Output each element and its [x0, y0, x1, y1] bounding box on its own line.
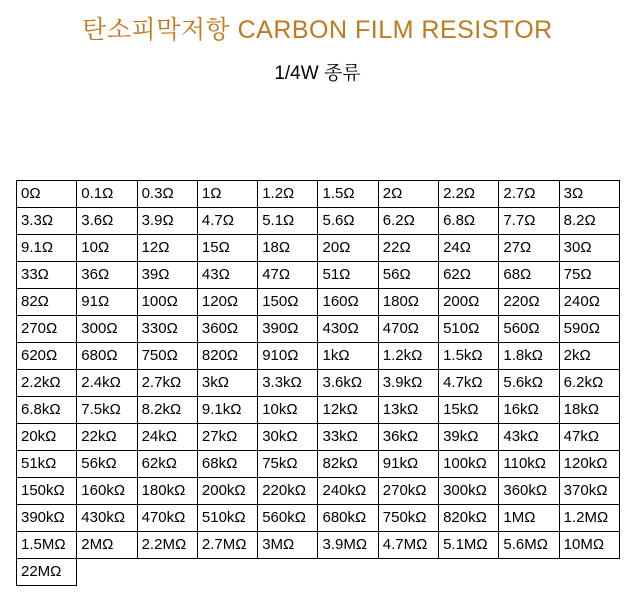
resistor-value-table-container	[16, 180, 620, 586]
resistor-value-cell: 5.6MΩ	[499, 532, 559, 559]
empty-cell	[439, 559, 499, 586]
resistor-value-cell: 43kΩ	[499, 424, 559, 451]
resistor-value-cell: 1.2kΩ	[378, 343, 438, 370]
resistor-value-cell: 5.1MΩ	[439, 532, 499, 559]
resistor-value-cell: 300Ω	[77, 316, 137, 343]
resistor-value-cell: 910Ω	[258, 343, 318, 370]
resistor-value-cell: 2.7kΩ	[137, 370, 197, 397]
resistor-value-cell: 820kΩ	[439, 505, 499, 532]
resistor-value-cell: 22kΩ	[77, 424, 137, 451]
resistor-value-cell: 24Ω	[439, 235, 499, 262]
empty-cell	[197, 559, 257, 586]
resistor-value-cell: 120Ω	[197, 289, 257, 316]
resistor-value-cell: 18kΩ	[559, 397, 619, 424]
page-title: 탄소피막저항 CARBON FILM RESISTOR	[82, 16, 553, 44]
resistor-value-cell: 30kΩ	[258, 424, 318, 451]
resistor-value-cell: 6.8Ω	[439, 208, 499, 235]
resistor-value-cell: 16kΩ	[499, 397, 559, 424]
resistor-value-cell: 1.5MΩ	[17, 532, 77, 559]
resistor-value-cell: 3.3Ω	[17, 208, 77, 235]
resistor-value-cell: 3.9kΩ	[378, 370, 438, 397]
empty-cell	[318, 559, 378, 586]
resistor-value-cell: 1.5Ω	[318, 181, 378, 208]
resistor-value-cell: 150Ω	[258, 289, 318, 316]
resistor-value-cell: 180Ω	[378, 289, 438, 316]
table-body	[17, 181, 620, 586]
table-row	[17, 532, 620, 559]
empty-cell	[378, 559, 438, 586]
table-row	[17, 235, 620, 262]
resistor-value-cell: 680Ω	[77, 343, 137, 370]
resistor-value-cell: 100kΩ	[439, 451, 499, 478]
resistor-value-cell: 68Ω	[499, 262, 559, 289]
table-row	[17, 505, 620, 532]
resistor-value-cell: 75kΩ	[258, 451, 318, 478]
resistor-value-cell: 620Ω	[17, 343, 77, 370]
resistor-value-cell: 300kΩ	[439, 478, 499, 505]
resistor-value-cell: 1.5kΩ	[439, 343, 499, 370]
resistor-value-cell: 1Ω	[197, 181, 257, 208]
resistor-value-cell: 430kΩ	[77, 505, 137, 532]
resistor-value-cell: 160Ω	[318, 289, 378, 316]
resistor-value-cell: 22Ω	[378, 235, 438, 262]
resistor-value-cell: 590Ω	[559, 316, 619, 343]
table-row	[17, 208, 620, 235]
resistor-value-cell: 10kΩ	[258, 397, 318, 424]
resistor-value-cell: 6.2Ω	[378, 208, 438, 235]
resistor-value-cell: 2.2MΩ	[137, 532, 197, 559]
resistor-value-cell: 82Ω	[17, 289, 77, 316]
resistor-value-cell: 430Ω	[318, 316, 378, 343]
resistor-value-cell: 1MΩ	[499, 505, 559, 532]
resistor-value-cell: 56kΩ	[77, 451, 137, 478]
table-row	[17, 343, 620, 370]
empty-cell	[499, 559, 559, 586]
resistor-value-cell: 33Ω	[17, 262, 77, 289]
resistor-value-cell: 82kΩ	[318, 451, 378, 478]
resistor-value-cell: 68kΩ	[197, 451, 257, 478]
resistor-value-cell: 360kΩ	[499, 478, 559, 505]
resistor-value-cell: 36Ω	[77, 262, 137, 289]
resistor-value-cell: 750kΩ	[378, 505, 438, 532]
table-row	[17, 478, 620, 505]
resistor-value-cell: 22MΩ	[17, 559, 77, 586]
page-root	[0, 10, 635, 616]
resistor-value-cell: 200kΩ	[197, 478, 257, 505]
table-row	[17, 559, 620, 586]
resistor-value-cell: 4.7kΩ	[439, 370, 499, 397]
page-subtitle: 1/4W 종류	[274, 63, 361, 84]
empty-cell	[77, 559, 137, 586]
resistor-value-cell: 12kΩ	[318, 397, 378, 424]
resistor-value-cell: 270kΩ	[378, 478, 438, 505]
resistor-value-cell: 3MΩ	[258, 532, 318, 559]
table-row	[17, 316, 620, 343]
resistor-value-cell: 18Ω	[258, 235, 318, 262]
resistor-value-cell: 2.7MΩ	[197, 532, 257, 559]
resistor-value-cell: 220kΩ	[258, 478, 318, 505]
resistor-value-cell: 8.2kΩ	[137, 397, 197, 424]
resistor-value-cell: 51kΩ	[17, 451, 77, 478]
resistor-value-cell: 680kΩ	[318, 505, 378, 532]
table-row	[17, 289, 620, 316]
resistor-value-cell: 120kΩ	[559, 451, 619, 478]
resistor-value-cell: 2.4kΩ	[77, 370, 137, 397]
resistor-value-cell: 51Ω	[318, 262, 378, 289]
resistor-value-cell: 91Ω	[77, 289, 137, 316]
resistor-value-cell: 0.3Ω	[137, 181, 197, 208]
resistor-value-cell: 27kΩ	[197, 424, 257, 451]
resistor-value-cell: 2.2Ω	[439, 181, 499, 208]
empty-cell	[137, 559, 197, 586]
resistor-value-cell: 510Ω	[439, 316, 499, 343]
resistor-value-cell: 3.6kΩ	[318, 370, 378, 397]
resistor-value-cell: 390kΩ	[17, 505, 77, 532]
resistor-value-cell: 4.7Ω	[197, 208, 257, 235]
resistor-value-cell: 3.6Ω	[77, 208, 137, 235]
resistor-value-cell: 160kΩ	[77, 478, 137, 505]
resistor-value-cell: 3.3kΩ	[258, 370, 318, 397]
resistor-value-cell: 10Ω	[77, 235, 137, 262]
resistor-value-cell: 360Ω	[197, 316, 257, 343]
resistor-value-cell: 33kΩ	[318, 424, 378, 451]
empty-cell	[258, 559, 318, 586]
resistor-value-cell: 43Ω	[197, 262, 257, 289]
resistor-value-cell: 390Ω	[258, 316, 318, 343]
resistor-value-cell: 3.9Ω	[137, 208, 197, 235]
resistor-value-cell: 240kΩ	[318, 478, 378, 505]
resistor-value-cell: 10MΩ	[559, 532, 619, 559]
resistor-value-cell: 5.6kΩ	[499, 370, 559, 397]
resistor-value-cell: 2Ω	[378, 181, 438, 208]
resistor-value-cell: 47Ω	[258, 262, 318, 289]
resistor-value-cell: 270Ω	[17, 316, 77, 343]
resistor-value-cell: 220Ω	[499, 289, 559, 316]
resistor-value-cell: 3.9MΩ	[318, 532, 378, 559]
resistor-value-cell: 24kΩ	[137, 424, 197, 451]
resistor-value-cell: 200Ω	[439, 289, 499, 316]
resistor-value-cell: 7.7Ω	[499, 208, 559, 235]
resistor-value-cell: 75Ω	[559, 262, 619, 289]
resistor-value-cell: 20kΩ	[17, 424, 77, 451]
resistor-value-cell: 27Ω	[499, 235, 559, 262]
resistor-value-cell: 9.1Ω	[17, 235, 77, 262]
resistor-value-cell: 750Ω	[137, 343, 197, 370]
resistor-value-cell: 91kΩ	[378, 451, 438, 478]
resistor-value-cell: 15Ω	[197, 235, 257, 262]
resistor-value-cell: 330Ω	[137, 316, 197, 343]
resistor-value-cell: 470kΩ	[137, 505, 197, 532]
resistor-value-cell: 510kΩ	[197, 505, 257, 532]
resistor-value-cell: 240Ω	[559, 289, 619, 316]
resistor-value-cell: 0.1Ω	[77, 181, 137, 208]
resistor-value-cell: 2.7Ω	[499, 181, 559, 208]
resistor-value-cell: 2MΩ	[77, 532, 137, 559]
resistor-value-cell: 15kΩ	[439, 397, 499, 424]
resistor-value-cell: 560Ω	[499, 316, 559, 343]
resistor-value-cell: 180kΩ	[137, 478, 197, 505]
resistor-value-cell: 47kΩ	[559, 424, 619, 451]
resistor-value-cell: 30Ω	[559, 235, 619, 262]
resistor-value-cell: 9.1kΩ	[197, 397, 257, 424]
resistor-value-cell: 1.8kΩ	[499, 343, 559, 370]
resistor-value-cell: 6.2kΩ	[559, 370, 619, 397]
resistor-value-cell: 36kΩ	[378, 424, 438, 451]
table-row	[17, 451, 620, 478]
resistor-value-cell: 1.2MΩ	[559, 505, 619, 532]
table-row	[17, 181, 620, 208]
resistor-value-cell: 39Ω	[137, 262, 197, 289]
resistor-value-cell: 0Ω	[17, 181, 77, 208]
resistor-value-cell: 2kΩ	[559, 343, 619, 370]
resistor-value-cell: 56Ω	[378, 262, 438, 289]
resistor-value-cell: 2.2kΩ	[17, 370, 77, 397]
resistor-value-cell: 820Ω	[197, 343, 257, 370]
resistor-value-cell: 5.6Ω	[318, 208, 378, 235]
resistor-value-cell: 1.2Ω	[258, 181, 318, 208]
table-row	[17, 262, 620, 289]
resistor-value-cell: 8.2Ω	[559, 208, 619, 235]
table-row	[17, 370, 620, 397]
resistor-value-cell: 39kΩ	[439, 424, 499, 451]
resistor-value-cell: 3Ω	[559, 181, 619, 208]
resistor-value-cell: 110kΩ	[499, 451, 559, 478]
resistor-value-cell: 470Ω	[378, 316, 438, 343]
resistor-value-cell: 12Ω	[137, 235, 197, 262]
resistor-value-cell: 560kΩ	[258, 505, 318, 532]
resistor-value-cell: 62Ω	[439, 262, 499, 289]
resistor-value-cell: 370kΩ	[559, 478, 619, 505]
table-row	[17, 397, 620, 424]
resistor-value-table	[16, 180, 620, 586]
empty-cell	[559, 559, 619, 586]
table-row	[17, 424, 620, 451]
resistor-value-cell: 7.5kΩ	[77, 397, 137, 424]
resistor-value-cell: 3kΩ	[197, 370, 257, 397]
resistor-value-cell: 6.8kΩ	[17, 397, 77, 424]
resistor-value-cell: 62kΩ	[137, 451, 197, 478]
resistor-value-cell: 150kΩ	[17, 478, 77, 505]
resistor-value-cell: 1kΩ	[318, 343, 378, 370]
resistor-value-cell: 100Ω	[137, 289, 197, 316]
resistor-value-cell: 13kΩ	[378, 397, 438, 424]
resistor-value-cell: 4.7MΩ	[378, 532, 438, 559]
resistor-value-cell: 5.1Ω	[258, 208, 318, 235]
resistor-value-cell: 20Ω	[318, 235, 378, 262]
